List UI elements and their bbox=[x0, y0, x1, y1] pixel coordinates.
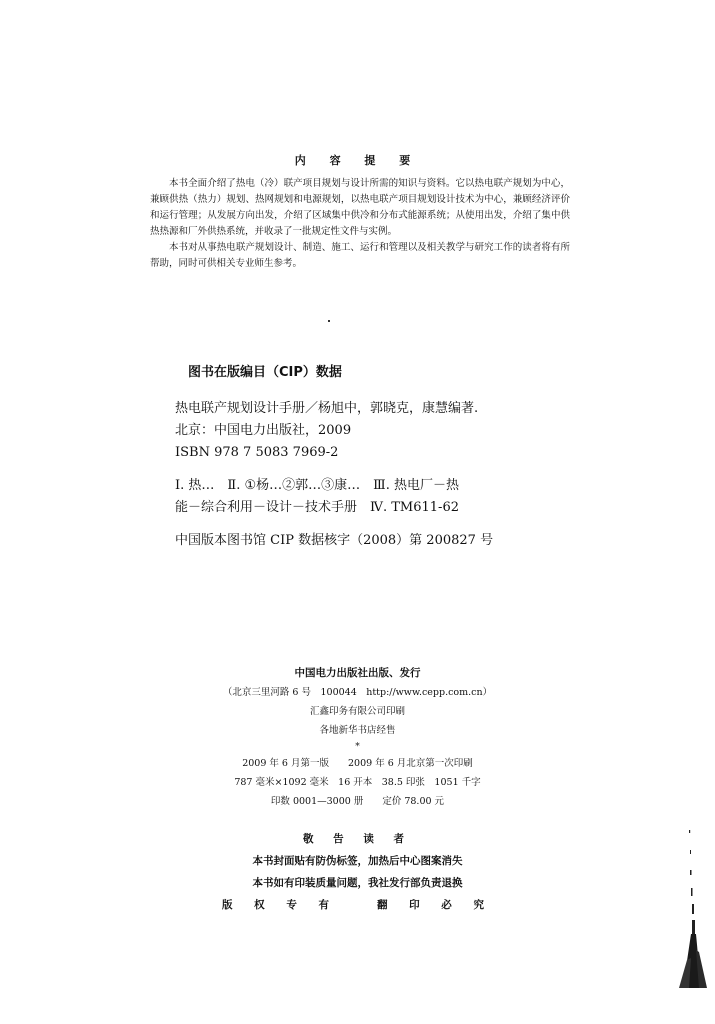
cip-isbn-line: ISBN 978 7 5083 7969-2 bbox=[175, 445, 339, 460]
abstract-paragraph: 本书对从事热电联产规划设计、制造、施工、运行和管理以及相关教学与研究工作的读者将有所帮助，同时可供相关专业师生参考。 bbox=[150, 242, 570, 269]
publisher-line: 中国电力出版社出版、发行 bbox=[294, 667, 421, 679]
notice-line: 本书如有印装质量问题，我社发行部负责退换 bbox=[252, 877, 463, 889]
copyright-notice: 版 权 专 有 翻 印 必 究 bbox=[222, 899, 493, 911]
print-run-line: 印数 0001—3000 册 定价 78.00 元 bbox=[270, 796, 445, 807]
reader-notice bbox=[0, 828, 715, 916]
cip-subject-line: Ⅰ. 热… Ⅱ. ①杨…②郭…③康… Ⅲ. 热电厂－热 bbox=[175, 478, 459, 493]
notice-title: 敬 告 读 者 bbox=[303, 833, 412, 845]
cip-record bbox=[175, 398, 535, 552]
publication-info bbox=[0, 664, 715, 811]
cip-title-line: 热电联产规划设计手册／杨旭中，郭晓克，康慧编著. bbox=[175, 401, 479, 416]
separator-star: * bbox=[355, 742, 360, 752]
abstract-title: 内 容 提 要 bbox=[294, 154, 421, 167]
cip-heading: 图书在版编目（CIP）数据 bbox=[188, 365, 342, 380]
printer-line: 汇鑫印务有限公司印刷 bbox=[309, 706, 405, 717]
separator-dot bbox=[328, 320, 330, 322]
scan-edge-artifact bbox=[665, 830, 715, 990]
edition-line: 2009 年 6 月第一版 2009 年 6 月北京第一次印刷 bbox=[242, 758, 473, 769]
format-line: 787 毫米×1092 毫米 16 开本 38.5 印张 1051 千字 bbox=[234, 777, 481, 788]
cip-publisher-line: 北京：中国电力出版社，2009 bbox=[175, 423, 352, 438]
abstract-paragraph: 本书全面介绍了热电（冷）联产项目规划与设计所需的知识与资料。它以热电联产规划为中心，兼顾供热（热力）规划、热网规划和电源规划，以热电联产项目规划设计技术为中心，兼顾经济评价和运行管理；从发展方向出发，介绍了区域集中供冷和分布式能源系统；从使用出发，介绍了集中供热热源和厂外供热系统，并收录了一批规定性文件与实例。 bbox=[150, 178, 570, 237]
distributor-line: 各地新华书店经售 bbox=[319, 725, 396, 736]
notice-line: 本书封面贴有防伪标签，加热后中心图案消失 bbox=[252, 855, 463, 867]
cip-catalog-number: 中国版本图书馆 CIP 数据核字（2008）第 200827 号 bbox=[175, 533, 494, 548]
publisher-address: （北京三里河路 6 号 100044 http://www.cepp.com.cn） bbox=[222, 687, 493, 698]
cip-subject-line: 能－综合利用－设计－技术手册 Ⅳ. TM611-62 bbox=[175, 500, 459, 515]
abstract-text bbox=[150, 176, 570, 272]
